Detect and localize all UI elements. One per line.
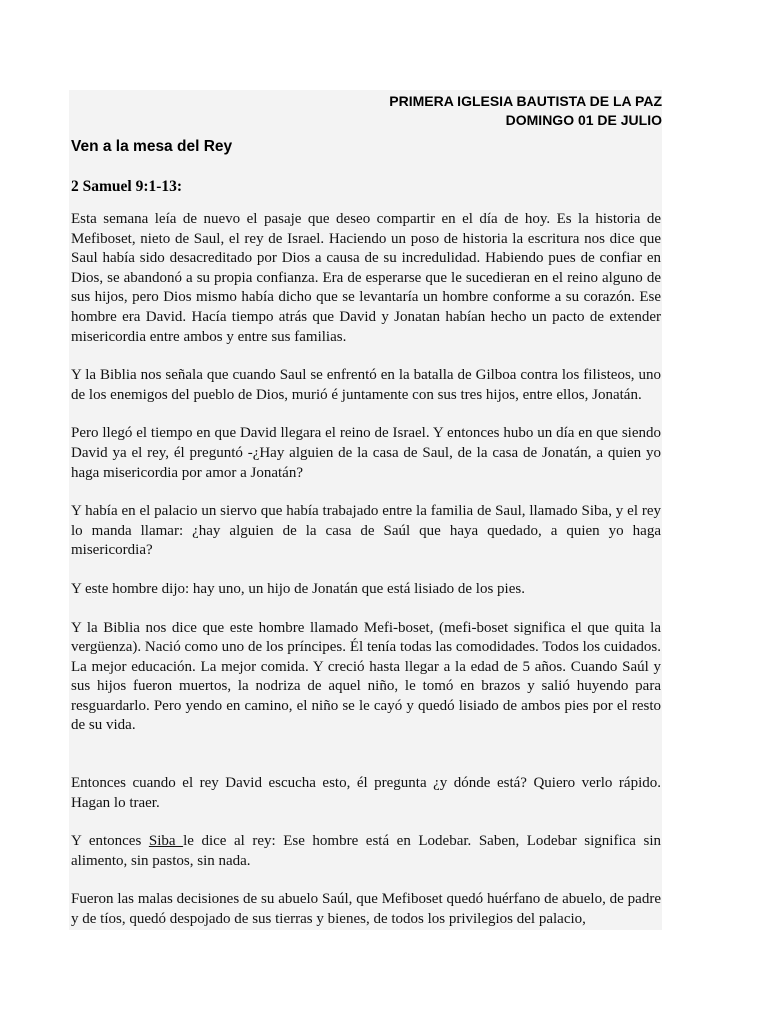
- paragraph: Pero llegó el tiempo en que David llegara el reino de Israel. Y entonces hubo un día en que siendo David ya el rey, él preguntó -¿Hay alguien de la casa de Saul, de la casa de Jonatán, a quien yo haga misericordia por amor a Jonatán?: [71, 425, 661, 481]
- paragraph: Y este hombre dijo: hay uno, un hijo de Jonatán que está lisiado de los pies.: [71, 580, 525, 597]
- scripture-reference: 2 Samuel 9:1-13:: [71, 178, 183, 195]
- text-run: le dice al rey: Ese hombre está en Lodebar. Saben, Lodebar significa sin alimento, sin pastos, sin nada.: [71, 833, 661, 869]
- sermon-body: [71, 210, 661, 949]
- document-page: [69, 90, 662, 930]
- paragraph: Esta semana leía de nuevo el pasaje que deseo compartir en el día de hoy. Es la historia de Mefiboset, nieto de Saul, el rey de Israel. Haciendo un poso de historia la escritura nos dice que Saul había sido desacreditado por Dios a causa de su incredulidad. Habiendo pues de confiar en Dios, se abandonó a su propia confianza. Era de esperarse que le sucedieran en el reino alguno de sus hijos, pero Dios mismo había dicho que se levantaría un hombre conforme a su corazón. Ese hombre era David. Hacía tiempo atrás que David y Jonatan habían hecho un pacto de extender misericordia entre ambos y entre sus familias.: [71, 211, 661, 345]
- paragraph: Y había en el palacio un siervo que había trabajado entre la familia de Saul, llamado Siba, y el rey lo manda llamar: ¿hay alguien de la casa de Saúl que haya quedado, a quien yo haga misericordia?: [71, 503, 661, 559]
- church-header: [389, 92, 662, 130]
- church-name: PRIMERA IGLESIA BAUTISTA DE LA PAZ: [389, 93, 662, 109]
- paragraph: Y la Biblia nos señala que cuando Saul se enfrentó en la batalla de Gilboa contra los filisteos, uno de los enemigos del pueblo de Dios, murió é juntamente con sus tres hijos, entre ellos, Jonatán.: [71, 367, 661, 403]
- paragraph: Entonces cuando el rey David escucha esto, él pregunta ¿y dónde está? Quiero verlo rápido. Hagan lo traer.: [71, 775, 661, 811]
- text-run: Y entonces: [71, 833, 149, 850]
- paragraph: Fueron las malas decisiones de su abuelo Saúl, que Mefiboset quedó huérfano de abuelo, de padre y de tíos, quedó despojado de sus tierras y bienes, de todos los privilegios del palacio,: [71, 891, 661, 928]
- paragraph: Y la Biblia nos dice que este hombre llamado Mefi-boset, (mefi-boset significa el que quita la vergüenza). Nació como uno de los príncipes. Él tenía todas las comodidades. Todos los cuidados. La mejor educación. La mejor comida. Y creció hasta llegar a la edad de 5 años. Cuando Saúl y sus hijos fueron muertos, la nodriza de aquel niño, le tomó en brazos y salió huyendo para resguardarlo. Pero yendo en camino, el niño se le cayó y quedó lisiado de ambos pies por el resto de su vida.: [71, 619, 661, 734]
- underlined-name: Siba: [148, 833, 184, 850]
- paragraph-siba: [71, 832, 661, 871]
- service-date: DOMINGO 01 DE JULIO: [505, 112, 662, 128]
- sermon-title: Ven a la mesa del Rey: [71, 138, 233, 155]
